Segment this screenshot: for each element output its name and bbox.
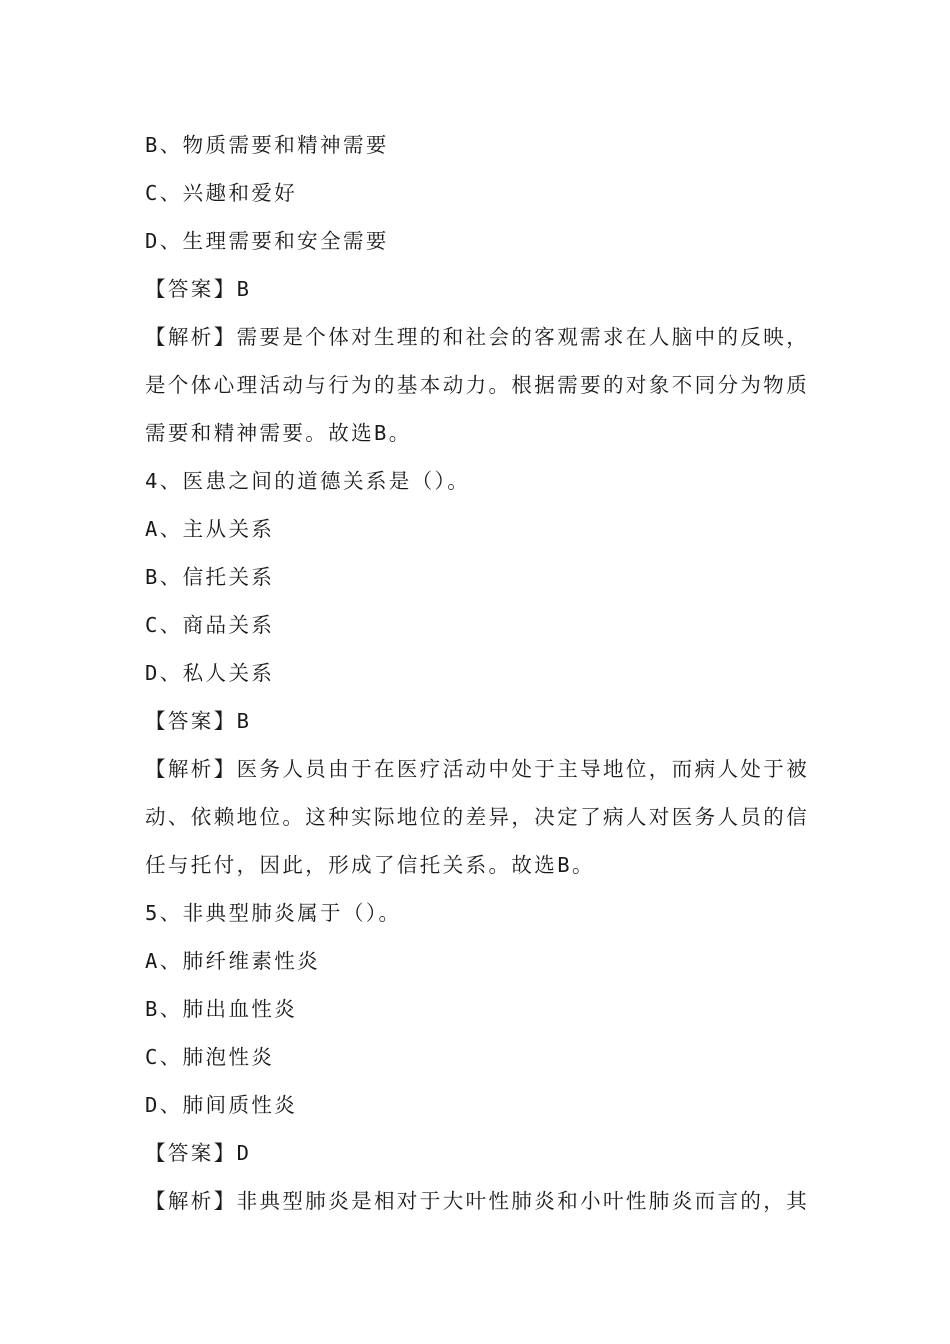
question-4: 4、医患之间的道德关系是（）。 — [145, 469, 471, 493]
option-b-q3: B、物质需要和精神需要 — [145, 133, 389, 157]
option-a-q5: A、肺纤维素性炎 — [145, 949, 321, 973]
option-d-q3: D、生理需要和安全需要 — [145, 229, 389, 253]
answer-q3: 【答案】B — [145, 277, 252, 301]
option-d-q5: D、肺间质性炎 — [145, 1093, 298, 1117]
option-b-q5: B、肺出血性炎 — [145, 997, 298, 1021]
question-5: 5、非典型肺炎属于（）。 — [145, 901, 402, 925]
explanation-q3-line3: 需要和精神需要。故选B。 — [145, 421, 412, 445]
explanation-q3-line1: 【解析】需要是个体对生理的和社会的客观需求在人脑中的反映， — [145, 325, 810, 349]
option-a-q4: A、主从关系 — [145, 517, 275, 541]
option-b-q4: B、信托关系 — [145, 565, 275, 589]
option-c-q5: C、肺泡性炎 — [145, 1045, 275, 1069]
option-d-q4: D、私人关系 — [145, 661, 275, 685]
option-c-q4: C、商品关系 — [145, 613, 275, 637]
explanation-q4-line3: 任与托付，因此，形成了信托关系。故选B。 — [145, 853, 595, 877]
explanation-q4-line1: 【解析】医务人员由于在医疗活动中处于主导地位，而病人处于被 — [145, 757, 810, 781]
answer-q4: 【答案】B — [145, 709, 252, 733]
explanation-q3-line2: 是个体心理活动与行为的基本动力。根据需要的对象不同分为物质 — [145, 373, 810, 397]
explanation-q4-line2: 动、依赖地位。这种实际地位的差异，决定了病人对医务人员的信 — [145, 805, 810, 829]
explanation-q5-line1: 【解析】非典型肺炎是相对于大叶性肺炎和小叶性肺炎而言的，其 — [145, 1189, 810, 1213]
option-c-q3: C、兴趣和爱好 — [145, 181, 298, 205]
answer-q5: 【答案】D — [145, 1141, 252, 1165]
